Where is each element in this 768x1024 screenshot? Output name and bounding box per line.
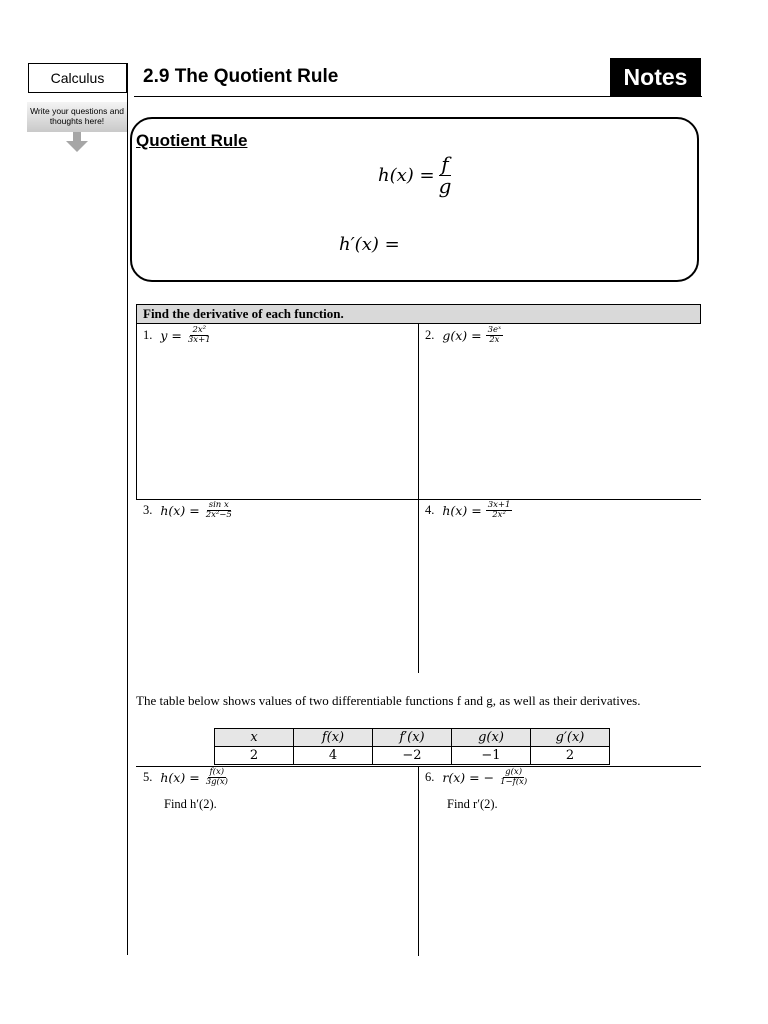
problem-number: 3.: [143, 502, 153, 517]
problem-numerator: sin x: [208, 500, 229, 510]
problem-denominator: 1−f(x): [500, 776, 528, 787]
problem-2: [425, 326, 505, 345]
instructions-header: Find the derivative of each function.: [136, 304, 701, 324]
notes-badge: Notes: [610, 58, 701, 96]
margin-divider: [127, 63, 128, 955]
problem-denominator: 3g(x): [205, 776, 228, 787]
problem-1: [143, 326, 215, 345]
problem-fraction: [486, 326, 503, 345]
problem-numerator: g(x): [505, 767, 523, 777]
formula-numerator: f: [441, 152, 449, 176]
margin-note: Write your questions and thoughts here!: [27, 102, 127, 132]
problem-numerator: 3eˣ: [487, 325, 502, 335]
table-header-cell: x: [215, 729, 294, 747]
problem-6: [425, 768, 531, 787]
derivative-lhs: h′(x) =: [339, 234, 400, 255]
table-cell: 2: [215, 747, 294, 765]
problem-number: 5.: [143, 769, 153, 784]
table-cell: 4: [294, 747, 373, 765]
problem-fraction: [204, 501, 234, 520]
problem-denominator: 2x²: [492, 509, 506, 520]
problem-fraction: [486, 501, 513, 520]
table-intro: The table below shows values of two differentiable functions f and g, as well as their derivatives.: [136, 693, 641, 708]
table-header-cell: f′(x): [373, 729, 452, 747]
problem-number: 1.: [143, 327, 153, 342]
problem-number: 2.: [425, 327, 435, 342]
table-cell: −2: [373, 747, 452, 765]
formula-fraction: [437, 154, 454, 197]
problem-lhs: h(x) =: [160, 769, 200, 785]
table-header-row: [215, 729, 610, 747]
course-label: Calculus: [28, 63, 127, 93]
problem-5-task: Find h′(2).: [164, 797, 217, 811]
problem-lhs: y =: [160, 327, 182, 343]
table-cell: −1: [452, 747, 531, 765]
page-title: 2.9 The Quotient Rule: [143, 66, 339, 87]
problem-fraction: [186, 326, 213, 345]
problem-lhs: h(x) =: [160, 502, 200, 518]
problem-fraction: [204, 768, 230, 787]
values-table: [214, 728, 610, 765]
table-header-cell: g′(x): [531, 729, 610, 747]
table-header-cell: f(x): [294, 729, 373, 747]
rule-formula: [378, 154, 455, 197]
table-header-cell: g(x): [452, 729, 531, 747]
table-cell: 2: [531, 747, 610, 765]
problem-6-task: Find r′(2).: [447, 797, 498, 811]
problem-denominator: 2x: [489, 334, 500, 345]
problem-fraction: [498, 768, 529, 787]
table-row: [215, 747, 610, 765]
rule-heading: Quotient Rule: [136, 131, 248, 150]
problem-lhs: g(x) =: [442, 327, 482, 343]
problem-lhs: r(x) = −: [442, 769, 495, 785]
problem-numerator: 2x²: [192, 325, 207, 335]
problem-3: [143, 501, 236, 520]
problem-number: 6.: [425, 769, 435, 784]
problem-denominator: 3x+1: [187, 334, 211, 345]
problem-4: [425, 501, 514, 520]
problem-lhs: h(x) =: [442, 502, 482, 518]
lower-grid-divider: [418, 766, 419, 956]
problem-5: [143, 768, 232, 787]
title-underline: [134, 96, 702, 97]
problem-numerator: f(x): [209, 767, 225, 777]
formula-denominator: g: [438, 174, 452, 198]
problem-numerator: 3x+1: [487, 500, 511, 510]
down-arrow-icon: [66, 132, 88, 152]
problem-number: 4.: [425, 502, 435, 517]
grid-left-border: [136, 324, 137, 499]
formula-lhs: h(x) =: [378, 165, 435, 186]
problem-denominator: 2x²−5: [205, 509, 232, 520]
